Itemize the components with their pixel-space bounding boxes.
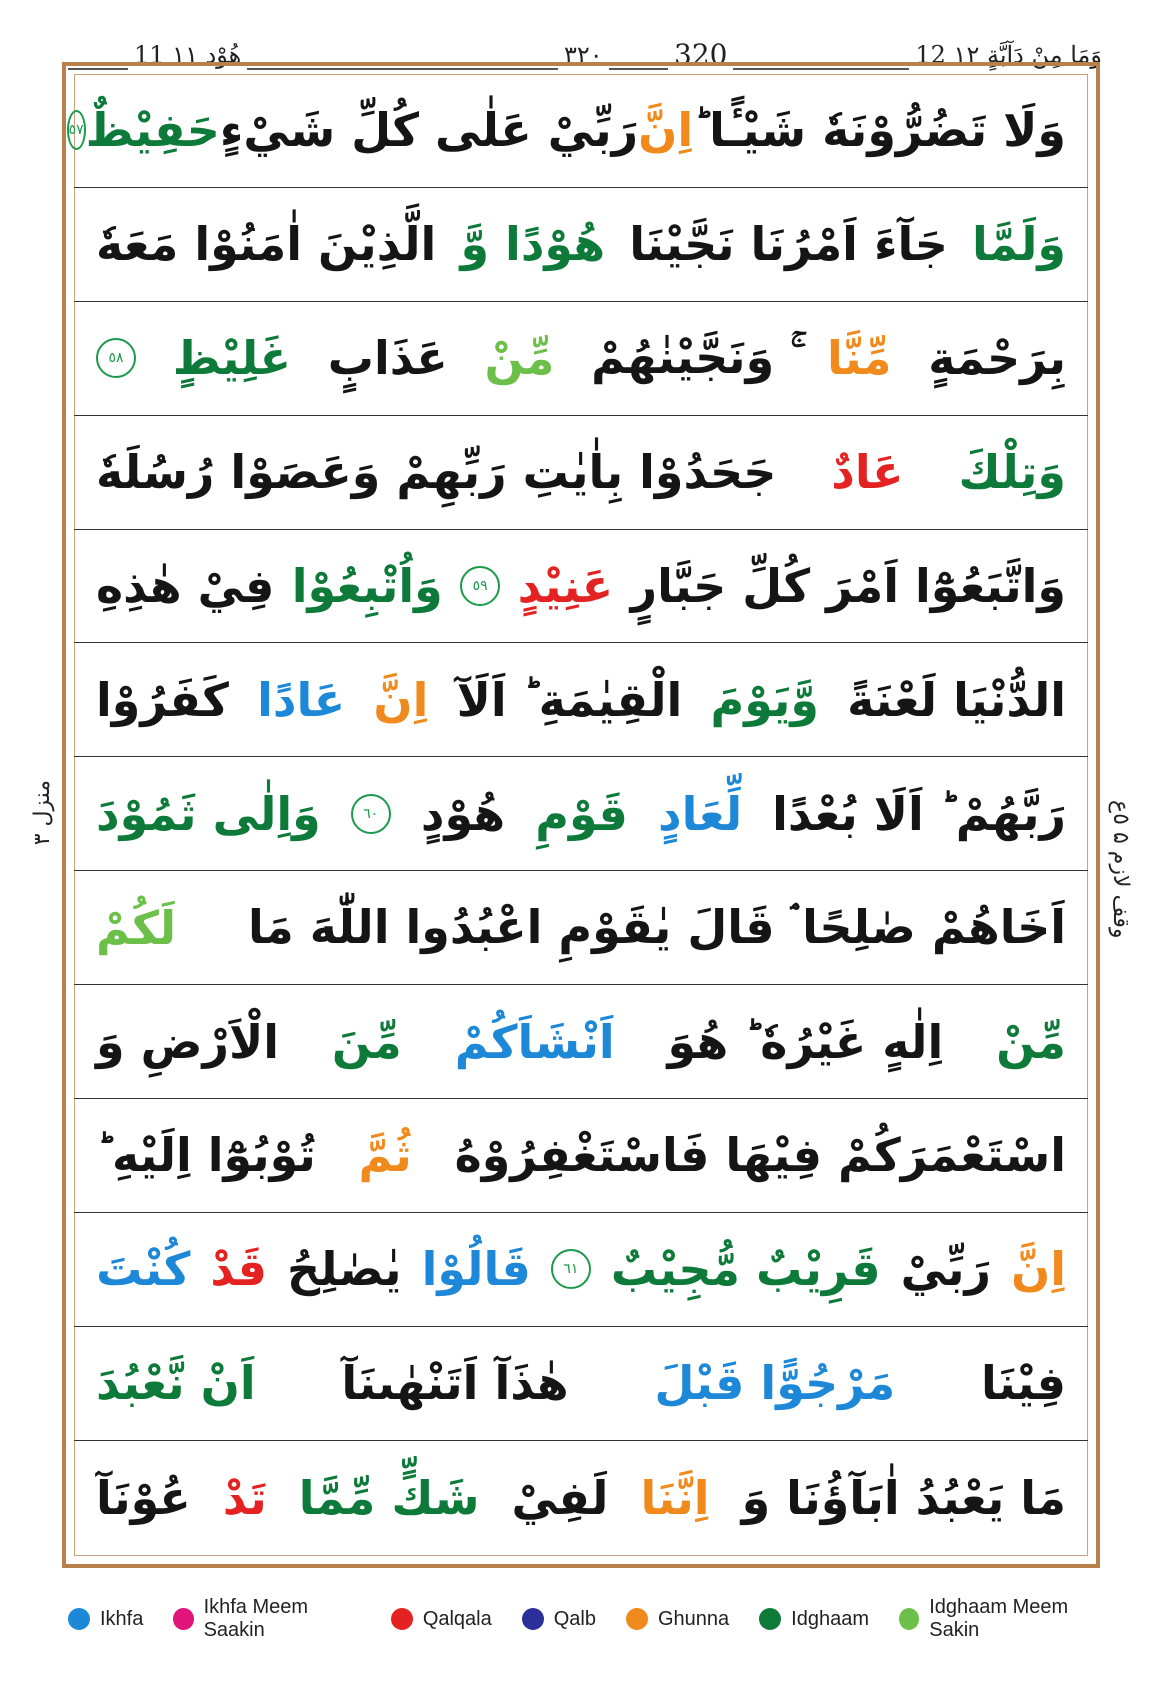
- manzil-margin-note: منزل ٣: [30, 780, 55, 846]
- tajweed-word-qalqala: عَادٌ: [831, 445, 904, 500]
- tajweed-word-ghunna: مِّنَّا: [826, 331, 892, 386]
- verse-text: اِلٰهٍ غَيْرُهٗ ؕ هُوَ: [667, 1014, 944, 1069]
- tajweed-word-qalqala: تَدْ: [222, 1470, 267, 1525]
- legend-color-dot: [899, 1608, 919, 1630]
- tajweed-word-idghaam: وَاِلٰى ثَمُوْدَ: [96, 786, 321, 841]
- text-line: [74, 1441, 1088, 1555]
- legend-color-dot: [522, 1608, 544, 1630]
- tajweed-word-idghaam-meem: مِّنْ: [484, 331, 555, 386]
- verse-text: رَبِّيْ عَلٰى كُلِّ شَيْءٍ: [219, 103, 639, 158]
- text-line: [74, 188, 1088, 302]
- tajweed-word-idghaam: قَوْمِ: [535, 786, 628, 841]
- legend-label: Ikhfa Meem Saakin: [203, 1596, 309, 1641]
- legend-item: [759, 1608, 869, 1631]
- tajweed-word-idghaam: غَلِيْظٍ: [172, 331, 292, 386]
- verse-text: جَآءَ اَمْرُنَا نَجَّيْنَا: [629, 217, 948, 272]
- tajweed-word-ghunna: اِنَّ: [638, 103, 694, 158]
- verse-text: اَخَاهُمْ صٰلِحًا ۘ قَالَ يٰقَوْمِ اعْبُدُوا اللّٰهَ مَا: [247, 899, 1066, 954]
- tajweed-word-qalqala: عَنِيْدٍ: [517, 559, 614, 613]
- verse-text: الَّذِيْنَ اٰمَنُوْا مَعَهٗ: [96, 217, 437, 272]
- legend-item: [626, 1608, 729, 1631]
- legend-label: Idghaam: [791, 1607, 870, 1630]
- text-line: [74, 530, 1088, 644]
- tajweed-word-ikhfa: مَرْجُوًّا قَبْلَ: [654, 1356, 896, 1411]
- verse-text: بِرَحْمَةٍ: [928, 331, 1066, 386]
- tajweed-word-ikhfa: اَنْشَاَكُمْ: [454, 1014, 615, 1069]
- verse-text: مَا يَعْبُدُ اٰبَآؤُنَا وَ: [741, 1470, 1066, 1525]
- ayah-number-marker: ٥٨: [96, 338, 136, 378]
- text-line: [74, 1213, 1088, 1327]
- verse-text: الدُّنْيَا لَعْنَةً: [847, 672, 1066, 727]
- legend-item: [522, 1608, 596, 1631]
- tajweed-word-idghaam: شَكٍّ مِّمَّا: [298, 1470, 480, 1525]
- verse-text: كَفَرُوْا: [96, 672, 229, 727]
- page-number-arabic: ۳۲۰: [558, 38, 609, 72]
- legend-color-dot: [626, 1608, 648, 1630]
- legend-color-dot: [68, 1608, 90, 1630]
- verse-text: فِيْ هٰذِهِ: [96, 559, 275, 613]
- legend-color-dot: [173, 1608, 193, 1630]
- tajweed-word-idghaam: وَاُتْبِعُوْا: [291, 559, 443, 613]
- text-line: [74, 302, 1088, 416]
- ayah-number-marker: ٦٠: [351, 794, 391, 834]
- tajweed-word-ikhfa: لِّعَادٍ: [657, 786, 743, 841]
- legend-item: [899, 1596, 1108, 1642]
- legend-color-dot: [759, 1608, 781, 1630]
- legend-color-dot: [391, 1608, 413, 1630]
- verse-text: رَبِّيْ: [900, 1242, 991, 1297]
- tajweed-word-ghunna: اِنَّ: [1010, 1242, 1066, 1297]
- verse-text: هُوْدٍ: [420, 786, 506, 841]
- verse-text: عُوْنَآ: [96, 1470, 191, 1525]
- legend-item: [68, 1608, 143, 1631]
- text-line: [74, 416, 1088, 530]
- ayah-number-marker: ٦١: [551, 1249, 591, 1289]
- verse-text: هٰذَآ اَتَنْهٰىنَآ: [341, 1356, 569, 1411]
- text-line: [68, 74, 1088, 188]
- text-line: [74, 643, 1088, 757]
- tajweed-word-idghaam: هُوْدًا وَّ: [460, 217, 606, 272]
- tajweed-word-idghaam: وَتِلْكَ: [958, 445, 1066, 500]
- ayah-number-marker: ٥٧: [67, 110, 86, 150]
- verse-text: ۚ وَنَجَّيْنٰهُمْ: [591, 330, 791, 385]
- text-line: [74, 1327, 1088, 1441]
- ayah-number-marker: ٥٩: [460, 566, 500, 606]
- verse-text: الْاَرْضِ وَ: [96, 1014, 280, 1069]
- verse-text: فِيْنَا: [981, 1356, 1066, 1411]
- tajweed-word-idghaam: مِّنْ: [996, 1014, 1066, 1069]
- tajweed-word-idghaam: حَفِيْظٌ: [85, 103, 220, 158]
- verse-text: الْقِيٰمَةِ ؕ اَلَآ: [456, 672, 683, 727]
- legend-item: [173, 1596, 360, 1642]
- verse-text: تُوْبُوْٓا اِلَيْهِ ؕ: [96, 1128, 316, 1183]
- verse-text: اسْتَعْمَرَكُمْ فِيْهَا فَاسْتَغْفِرُوْهُ: [454, 1128, 1066, 1183]
- verse-text: جَحَدُوْا بِاٰيٰتِ رَبِّهِمْ وَعَصَوْا رُسُلَهٗ: [96, 445, 777, 500]
- tajweed-word-ghunna: ثُمَّ: [358, 1128, 412, 1183]
- legend-label: Ghunna: [658, 1607, 730, 1630]
- tajweed-word-idghaam: قَرِيْبٌ مُّجِيْبٌ: [610, 1242, 881, 1297]
- text-line: [74, 985, 1088, 1099]
- tajweed-word-ghunna: اِنَّ: [373, 672, 429, 727]
- tajweed-legend: [68, 1594, 1108, 1644]
- legend-label: Ikhfa: [100, 1607, 144, 1630]
- legend-label: Idghaam Meem Sakin: [929, 1596, 1069, 1641]
- legend-label: Qalb: [553, 1607, 596, 1630]
- text-line: [74, 1099, 1088, 1213]
- page-number: 320: [668, 38, 733, 72]
- tajweed-word-ghunna: اِنَّنَا: [640, 1470, 710, 1525]
- tajweed-word-idghaam: اَنْ نَّعْبُدَ: [96, 1356, 256, 1411]
- text-line: [74, 757, 1088, 871]
- para-label: 12 وَمَا مِنْ دَآبَّةٍ ۱۲: [909, 38, 1108, 72]
- tajweed-word-idghaam: مِّنَ: [331, 1014, 402, 1069]
- text-line: [74, 871, 1088, 985]
- verse-text: يٰصٰلِحُ: [287, 1242, 402, 1297]
- verse-text: لَفِيْ: [511, 1470, 609, 1525]
- verse-text: وَاتَّبَعُوْٓا اَمْرَ كُلِّ جَبَّارٍ: [630, 559, 1066, 613]
- waqf-margin-note: وقف لازم ۵ ٥ع: [1108, 800, 1133, 939]
- verse-text: عَذَابٍ: [327, 331, 448, 386]
- legend-label: Qalqala: [422, 1607, 492, 1630]
- tajweed-word-ikhfa: قَالُوْا: [421, 1242, 531, 1297]
- surah-label: 11 هُوْد ۱۱: [128, 38, 247, 72]
- tajweed-word-idghaam: وَلَمَّا: [972, 217, 1066, 272]
- tajweed-word-ikhfa: عَادًا: [257, 672, 346, 727]
- verse-text: رَبَّهُمْ ؕ اَلَا بُعْدًا: [772, 786, 1066, 841]
- quran-text-lines: [68, 74, 1088, 1556]
- legend-item: [391, 1608, 492, 1631]
- verse-text: وَلَا تَضُرُّوْنَهٗ شَيْـًٔا ؕ: [693, 103, 1066, 158]
- tajweed-word-idghaam-meem: لَكُمْ: [96, 900, 177, 955]
- tajweed-word-ikhfa: كُنْتَ: [96, 1242, 191, 1297]
- tajweed-word-idghaam: وَّيَوْمَ: [710, 672, 819, 727]
- tajweed-word-qalqala: قَدْ: [210, 1242, 268, 1297]
